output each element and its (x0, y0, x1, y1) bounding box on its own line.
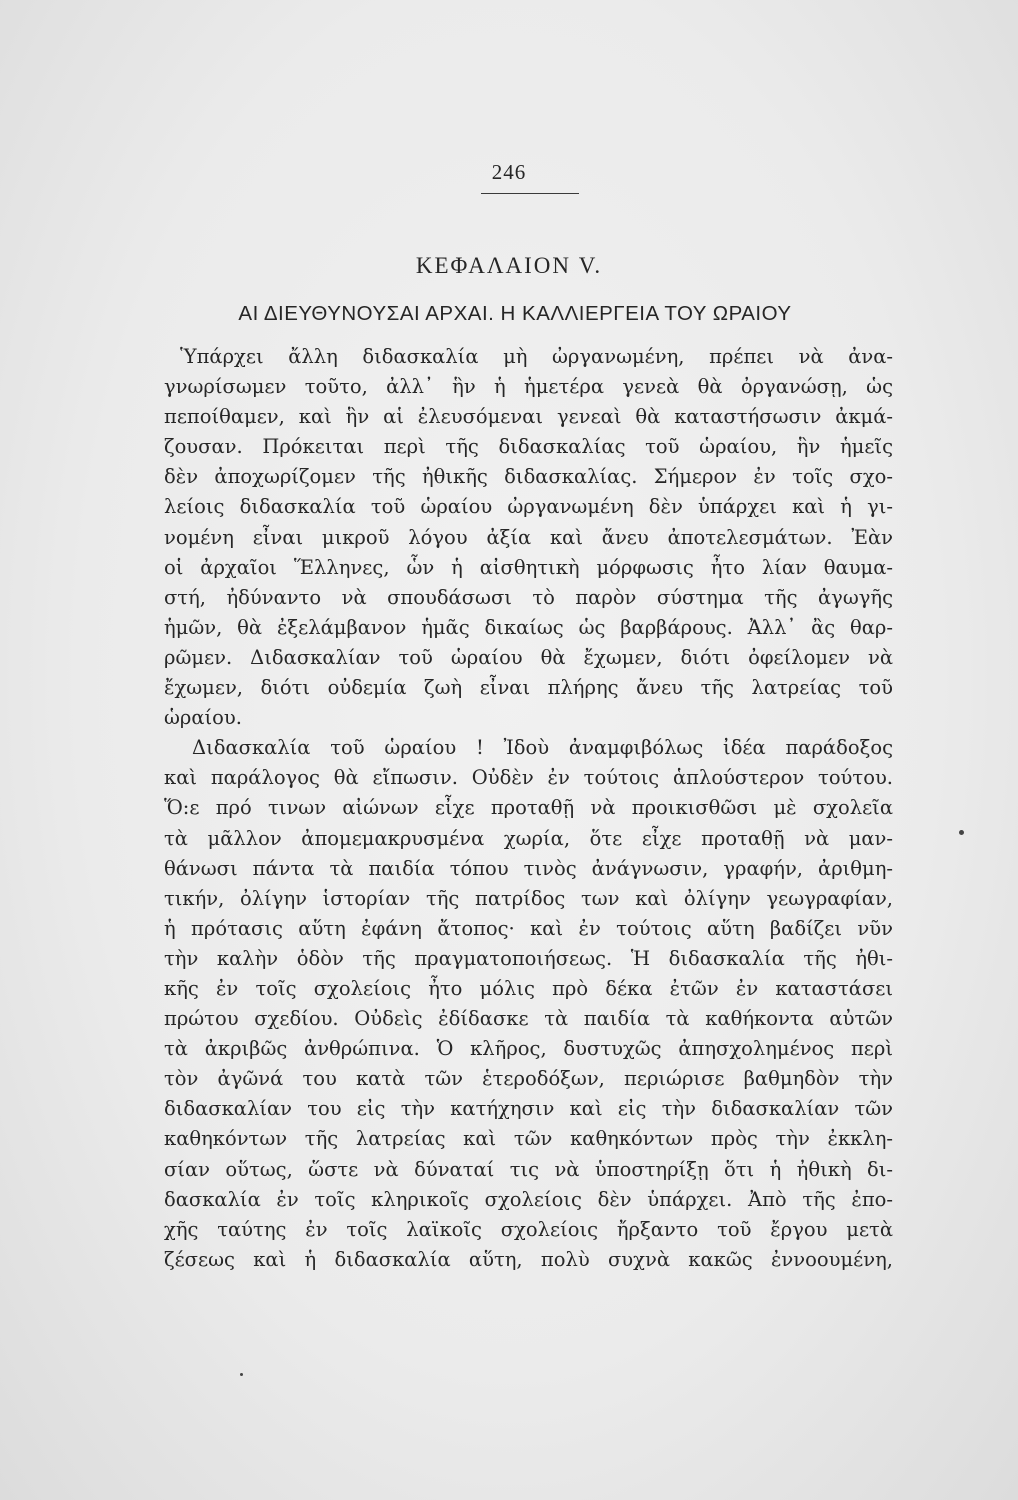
text-line: τὸν ἀγῶνά του κατὰ τῶν ἑτεροδόξων, περιώρισε βαθμηδὸν τὴν (164, 1067, 893, 1091)
text-line: πεποίθαμεν, καὶ ἣν αἱ ἐλευσόμεναι γενεαὶ θὰ καταστήσωσιν ἀκμά- (164, 405, 893, 429)
text-line: ὡραίου. (164, 706, 242, 730)
text-line: τὰ ἀκριβῶς ἀνθρώπινα. Ὁ κλῆρος, δυστυχῶς ἀπησχολημένος περὶ (164, 1037, 893, 1061)
ink-speck (959, 830, 964, 835)
text-line: οἱ ἀρχαῖοι Ἕλληνες, ὧν ἡ αἰσθητικὴ μόρφωσις ἦτο λίαν θαυμα- (164, 555, 893, 579)
chapter-heading: ΚΕΦΑΛΑΙΟΝ V. (415, 253, 603, 278)
text-line: χῆς ταύτης ἐν τοῖς λαϊκοῖς σχολείοις ἤρξαντο τοῦ ἔργου μετὰ (164, 1217, 893, 1241)
text-line: ζουσαν. Πρόκειται περὶ τῆς διδασκαλίας τοῦ ὡραίου, ἣν ἡμεῖς (164, 435, 893, 459)
body-text (164, 342, 893, 1275)
text-line: κῆς ἐν τοῖς σχολείοις ἦτο μόλις πρὸ δέκα ἐτῶν ἐν καταστάσει (164, 976, 893, 1000)
text-line: νομένη εἶναι μικροῦ λόγου ἀξία καὶ ἄνευ ἀποτελεσμάτων. Ἐὰν (164, 525, 893, 549)
text-line: Διδασκαλία τοῦ ὡραίου ! Ἰδοὺ ἀναμφιβόλως ἰδέα παράδοξος (192, 736, 893, 760)
text-line: λείοις διδασκαλία τοῦ ὡραίου ὠργανωμένη δὲν ὑπάρχει καὶ ἡ γι- (164, 495, 893, 519)
text-line: ρῶμεν. Διδασκαλίαν τοῦ ὡραίου θὰ ἔχωμεν, διότι ὀφείλομεν νὰ (164, 645, 893, 669)
text-line: πρώτου σχεδίου. Οὐδεὶς ἐδίδασκε τὰ παιδία τὰ καθήκοντα αὐτῶν (164, 1007, 893, 1031)
paragraph-2 (164, 733, 893, 1275)
text-line: τὴν καλὴν ὁδὸν τῆς πραγματοποιήσεως. Ἡ διδασκαλία τῆς ἠθι- (164, 946, 893, 970)
text-line: Ὑπάρχει ἄλλη διδασκαλία μὴ ὠργανωμένη, πρέπει νὰ ἀνα- (180, 345, 893, 368)
text-line: τικήν, ὀλίγην ἱστορίαν τῆς πατρίδος των καὶ ὀλίγην γεωγραφίαν, (164, 886, 893, 910)
text-line: θάνωσι πάντα τὰ παιδία τόπου τινὸς ἀνάγνωσιν, γραφήν, ἀριθμη- (164, 856, 893, 880)
text-line: Ὅ:ε πρό τινων αἰώνων εἶχε προταθῇ νὰ προικισθῶσι μὲ σχολεῖα (164, 796, 893, 820)
page-number-rule (481, 193, 579, 194)
text-line: διδασκαλίαν του εἰς τὴν κατήχησιν καὶ εἰς τὴν διδασκαλίαν τῶν (164, 1097, 893, 1121)
text-line: δὲν ἀποχωρίζομεν τῆς ἠθικῆς διδασκαλίας. Σήμερον ἐν τοῖς σχο- (164, 465, 893, 489)
text-line: καὶ παράλογος θὰ εἴπωσιν. Οὐδὲν ἐν τούτοις ἁπλούστερον τούτου. (164, 766, 893, 790)
text-line: ζέσεως καὶ ἡ διδασκαλία αὕτη, πολὺ συχνὰ κακῶς ἐννοουμένη, (164, 1247, 893, 1271)
ink-speck (240, 1373, 243, 1376)
text-line: ἔχωμεν, διότι οὐδεμία ζωὴ εἶναι πλήρης ἄνευ τῆς λατρείας τοῦ (164, 676, 893, 700)
text-line: στή, ἠδύναντο νὰ σπουδάσωσι τὸ παρὸν σύστημα τῆς ἀγωγῆς (164, 585, 893, 609)
page-number: 246 (491, 160, 527, 184)
text-line: ἡμῶν, θὰ ἐξελάμβανον ἡμᾶς δικαίως ὡς βαρβάρους. Ἀλλ᾽ ἂς θαρ- (164, 615, 893, 639)
text-line: ἡ πρότασις αὕτη ἐφάνη ἄτοπος· καὶ ἐν τούτοις αὕτη βαδίζει νῦν (164, 916, 893, 940)
text-line: τὰ μᾶλλον ἀπομεμακρυσμένα χωρία, ὅτε εἶχε προταθῇ νὰ μαν- (164, 826, 893, 850)
text-line: σίαν οὕτως, ὥστε νὰ δύναταί τις νὰ ὑποστηρίξῃ ὅτι ἡ ἠθικὴ δι- (164, 1157, 893, 1181)
section-subtitle: ΑΙ ΔΙΕΥΘΥΝΟΥΣΑΙ ΑΡΧΑΙ. Η ΚΑΛΛΙΕΡΓΕΙΑ ΤΟΥ ΩΡΑΙΟΥ (238, 302, 792, 325)
text-line: γνωρίσωμεν τοῦτο, ἀλλ᾽ ἣν ἡ ἡμετέρα γενεὰ θὰ ὀργανώσῃ, ὡς (164, 375, 893, 399)
text-line: δασκαλία ἐν τοῖς κληρικοῖς σχολείοις δὲν ὑπάρχει. Ἀπὸ τῆς ἐπο- (164, 1187, 893, 1211)
paragraph-1 (164, 342, 893, 733)
text-line: καθηκόντων τῆς λατρείας καὶ τῶν καθηκόντων πρὸς τὴν ἐκκλη- (164, 1127, 893, 1151)
